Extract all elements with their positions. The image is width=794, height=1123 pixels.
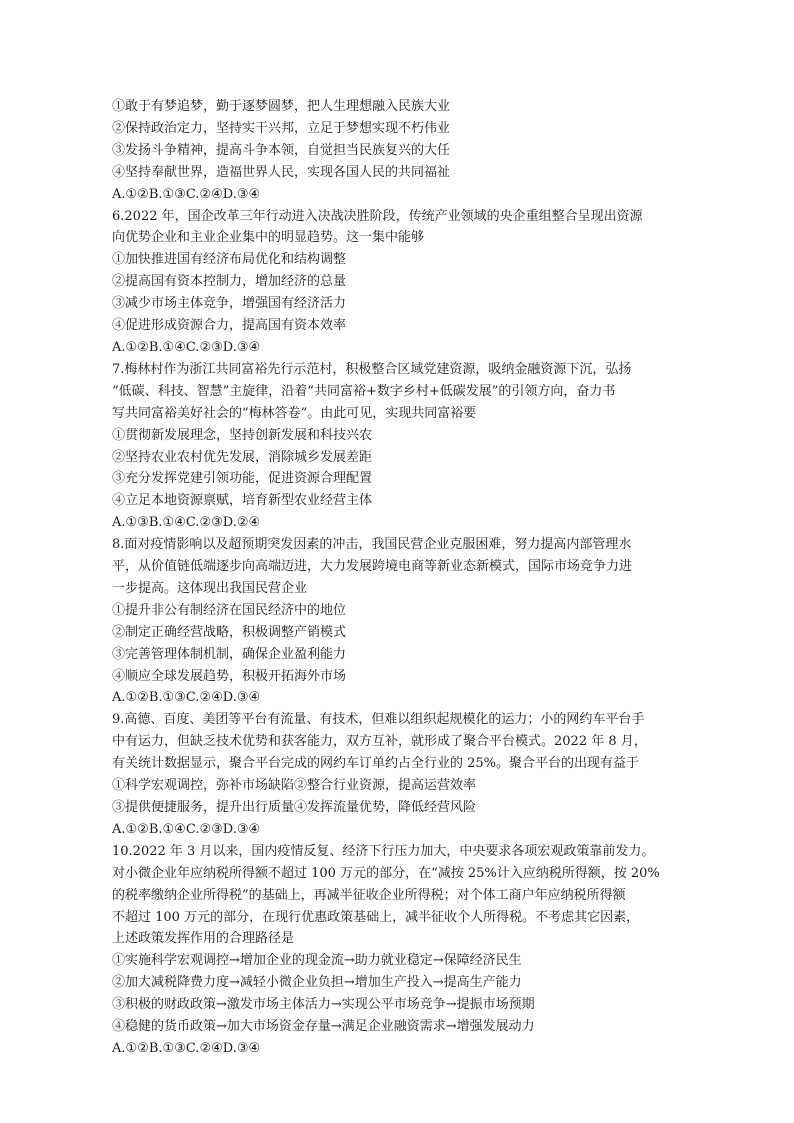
option-3: ③完善管理体制机制，确保企业盈利能力 — [112, 646, 347, 662]
option-1: ①实施科学宏观调控→增加企业的现金流→助力就业稳定→保障经济民生 — [112, 953, 522, 969]
option-line: ③提供便捷服务，提升出行质量④发挥流量优势，降低经营风险 — [112, 800, 477, 815]
document-page — [112, 96, 690, 1060]
question-stem-line: 中有运力，但缺乏技术优势和获客能力，双方互补，就形成了聚合平台模式。2022 年 8 月， — [112, 734, 647, 750]
option-2: ②制定正确经营战略，积极调整产销模式 — [112, 624, 347, 640]
question-stem-line: 10.2022 年 3 月以来，国内疫情反复、经济下行压力加大，中央要求各项宏观政策靠前发力。 — [112, 843, 655, 859]
question-6 — [112, 206, 690, 359]
option-2: ②提高国有资本控制力，增加经济的总量 — [112, 274, 347, 290]
option-4: ④坚持奉献世界，造福世界人民，实现各国人民的共同福祉 — [112, 164, 451, 180]
question-9 — [112, 709, 690, 840]
question-block-5 — [112, 96, 690, 206]
question-7 — [112, 359, 690, 534]
question-stem-line: 对小微企业年应纳税所得额不超过 100 万元的部分，在“减按 25%计入应纳税所得额，按 20% — [112, 865, 660, 881]
question-stem-line: 平，从价值链低端逐步向高端迈进，大力发展跨境电商等新业态新模式，国际市场竞争力进 — [112, 559, 633, 575]
question-8 — [112, 534, 690, 709]
option-4: ④顺应全球发展趋势，积极开拓海外市场 — [112, 668, 347, 684]
option-line: ①科学宏观调控，弥补市场缺陷②整合行业资源，提高运营效率 — [112, 778, 477, 794]
option-3: ③充分发挥党建引领功能，促进资源合理配置 — [112, 471, 373, 487]
answer-choices: A.①②B.①③C.②④D.③④ — [112, 186, 261, 202]
question-stem-line: 7.梅林村作为浙江共同富裕先行示范村，积极整合区域党建资源，吸纳金融资源下沉，弘扬 — [112, 361, 632, 377]
answer-choices: A.①③B.①④C.②③D.②④ — [112, 515, 261, 531]
answer-choices: A.①②B.①④C.②③D.③④ — [112, 339, 261, 355]
option-3: ③积极的财政政策→激发市场主体活力→实现公平市场竞争→提振市场预期 — [112, 997, 535, 1013]
question-stem-line: 向优势企业和主业企业集中的明显趋势。这一集中能够 — [112, 230, 425, 246]
option-3: ③减少市场主体竞争，增强国有经济活力 — [112, 296, 347, 312]
question-stem-line: 的税率缴纳企业所得税”的基础上，再减半征收企业所得税；对个体工商户年应纳税所得额 — [112, 887, 626, 903]
option-2: ②坚持农业农村优先发展，消除城乡发展差距 — [112, 449, 373, 465]
question-stem-line: 6.2022 年，国企改革三年行动进入决战决胜阶段，传统产业领域的央企重组整合呈现出资源 — [112, 208, 643, 224]
answer-choices: A.①②B.①④C.②③D.③④ — [112, 821, 261, 837]
option-1: ①加快推进国有经济布局优化和结构调整 — [112, 252, 347, 268]
option-4: ④稳健的货币政策→加大市场资金存量→满足企业融资需求→增强发展动力 — [112, 1019, 535, 1035]
question-stem-line: 上述政策发挥作用的合理路径是 — [112, 931, 295, 947]
question-10 — [112, 841, 690, 1060]
question-stem-line: 9.高德、百度、美团等平台有流量、有技术，但难以组织起规模化的运力；小的网约车平台手 — [112, 712, 645, 728]
question-stem-line: “低碳、科技、智慧”主旋律，沿着“共同富裕+数字乡村+低碳发展”的引领方向，奋力书 — [112, 383, 616, 399]
answer-choices: A.①②B.①③C.②④D.③④ — [112, 1040, 261, 1056]
question-stem-line: 8.面对疫情影响以及超预期突发因素的冲击，我国民营企业克服困难，努力提高内部管理水 — [112, 537, 632, 553]
option-4: ④促进形成资源合力，提高国有资本效率 — [112, 318, 347, 334]
question-stem-line: 有关统计数据显示，聚合平台完成的网约车订单约占全行业的 25%。聚合平台的出现有益于 — [112, 756, 640, 772]
option-3: ③发扬斗争精神，提高斗争本领，自觉担当民族复兴的大任 — [112, 142, 451, 158]
question-stem-line: 写共同富裕美好社会的“梅林答卷”。由此可见，实现共同富裕要 — [112, 405, 477, 421]
answer-choices: A.①②B.①③C.②④D.③④ — [112, 690, 261, 706]
question-stem-line: 不超过 100 万元的部分，在现行优惠政策基础上，减半征收个人所得税。不考虑其它因素， — [112, 909, 640, 925]
option-1: ①敢于有梦追梦，勤于逐梦圆梦，把人生理想融入民族大业 — [112, 99, 451, 114]
option-1: ①贯彻新发展理念，坚持创新发展和科技兴农 — [112, 427, 373, 443]
question-stem-line: 一步提高。这体现出我国民营企业 — [112, 580, 308, 596]
option-2: ②加大减税降费力度→减轻小微企业负担→增加生产投入→提高生产能力 — [112, 975, 522, 991]
option-1: ①提升非公有制经济在国民经济中的地位 — [112, 602, 347, 618]
option-2: ②保持政治定力，坚持实干兴邦，立足于梦想实现不朽伟业 — [112, 120, 451, 136]
option-4: ④立足本地资源禀赋，培育新型农业经营主体 — [112, 493, 373, 509]
